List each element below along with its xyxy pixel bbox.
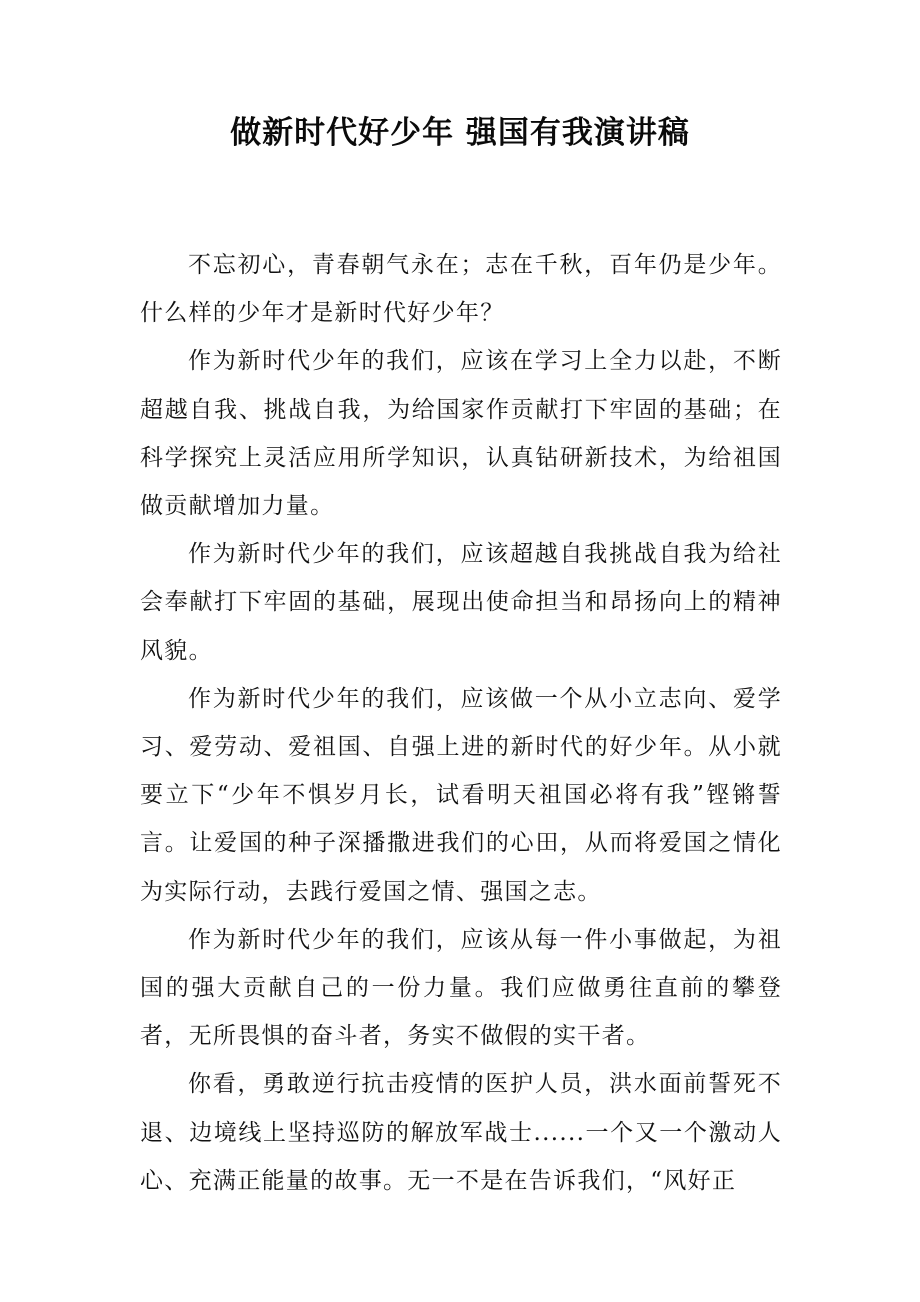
paragraph: 不忘初心，青春朝气永在；志在千秋，百年仍是少年。什么样的少年才是新时代好少年？ <box>140 252 782 327</box>
paragraph: 你看，勇敢逆行抗击疫情的医护人员，洪水面前誓死不退、边境线上坚持巡防的解放军战士......一个又一个激动人心、充满正能量的故事。无一不是在告诉我们，“风好正 <box>140 1071 782 1194</box>
paragraph: 作为新时代少年的我们，应该从每一件小事做起，为祖国的强大贡献自己的一份力量。我们应做勇往直前的攀登者，无所畏惧的奋斗者，务实不做假的实干者。 <box>140 926 782 1050</box>
document-body <box>140 241 782 1205</box>
document-title: 做新时代好少年 强国有我演讲稿 <box>230 115 690 151</box>
paragraph: 作为新时代少年的我们，应该超越自我挑战自我为给社会奉献打下牢固的基础，展现出使命担当和昂扬向上的精神风貌。 <box>140 541 782 664</box>
paragraph: 作为新时代少年的我们，应该在学习上全力以赴，不断超越自我、挑战自我，为给国家作贡献打下牢固的基础；在科学探究上灵活应用所学知识，认真钻研新技术，为给祖国做贡献增加力量。 <box>140 348 782 520</box>
paragraph: 作为新时代少年的我们，应该做一个从小立志向、爱学习、爱劳动、爱祖国、自强上进的新时代的好少年。从小就要立下“少年不惧岁月长，试看明天祖国必将有我”铿锵誓言。让爱国的种子深播撒进我们的心田，从而将爱国之情化为实际行动，去践行爱国之情、强国之志。 <box>140 685 782 905</box>
